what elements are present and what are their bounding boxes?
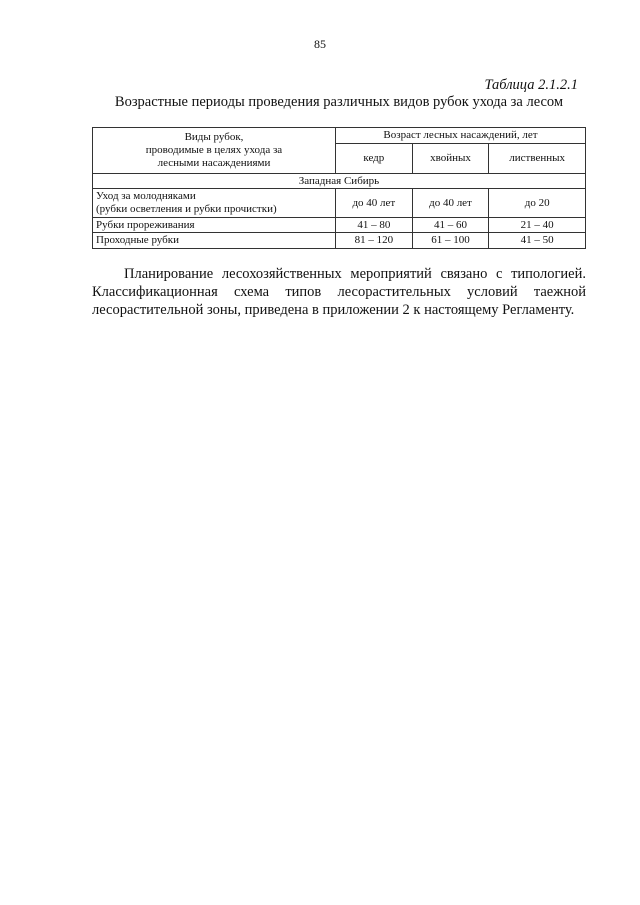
header-line: проводимые в целях ухода за — [145, 144, 283, 156]
row-label-line: (рубки осветления и рубки прочистки) — [96, 202, 277, 215]
row-label: Проходные рубки — [93, 233, 336, 249]
table-cell: 41 – 50 — [489, 233, 586, 249]
forest-care-table — [92, 127, 586, 249]
table-cell: 61 – 100 — [412, 233, 489, 249]
table-cell: 81 – 120 — [336, 233, 413, 249]
column-header-coniferous: хвойных — [412, 143, 489, 173]
table-cell: 41 – 80 — [336, 217, 413, 233]
table-row — [93, 189, 586, 217]
table-cell: до 40 лет — [412, 189, 489, 217]
body-paragraph: Планирование лесохозяйственных мероприятий связано с типологией. Классификационная схема типов лесорастительных условий таежной лесорастительной зоны, приведена в приложении 2 к настоящему Регламенту. — [92, 266, 586, 318]
header-age-group: Возраст лесных насаждений, лет — [336, 128, 586, 144]
row-label: Рубки прореживания — [93, 217, 336, 233]
row-label — [93, 189, 336, 217]
table-label: Таблица 2.1.2.1 — [484, 77, 578, 93]
page-number: 85 — [314, 37, 326, 51]
header-line: лесными насаждениями — [157, 156, 271, 169]
table-cell: 41 – 60 — [412, 217, 489, 233]
region-row: Западная Сибирь — [93, 173, 586, 189]
table-cell: 21 – 40 — [489, 217, 586, 233]
table-cell: до 20 — [489, 189, 586, 217]
table-row — [93, 217, 586, 233]
row-label-line: Уход за молодняками — [96, 190, 196, 203]
table-row — [93, 233, 586, 249]
header-cutting-types — [93, 128, 336, 174]
column-header-kedr: кедр — [336, 143, 413, 173]
header-line: Виды рубок, — [184, 131, 244, 144]
column-header-deciduous: лиственных — [489, 143, 586, 173]
table-title: Возрастные периоды проведения различных видов рубок ухода за лесом — [114, 94, 564, 110]
table-cell: до 40 лет — [336, 189, 413, 217]
